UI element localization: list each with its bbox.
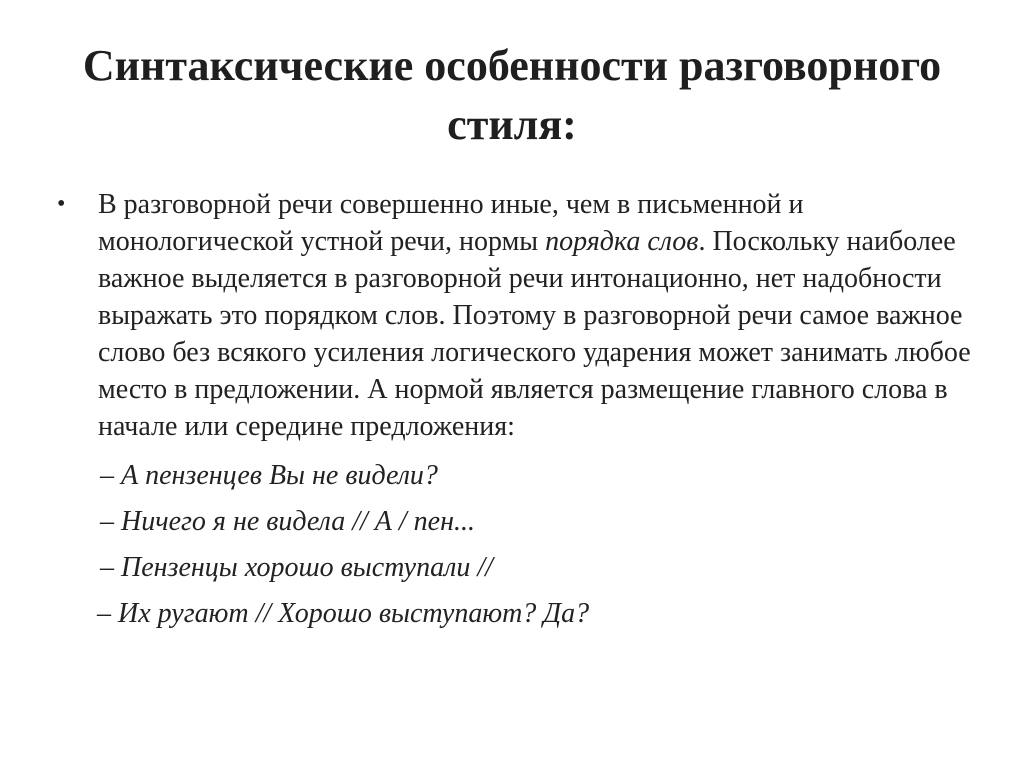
dialogue-line-2: – Ничего я не видела // А / пен... bbox=[100, 506, 475, 537]
paragraph-text-end: . Поскольку наиболее важное выделяется в разговорной речи интонационно, нет надобности выражать это порядком слов. Поэтому в разговорной речи самое важное слово без всякого усиления логического ударения может занимать любое место в предложении. А нормой является размещение главного слова в начале или середине предложения: bbox=[98, 226, 971, 442]
paragraph-italic-term: порядка слов bbox=[545, 226, 699, 257]
dialogue-line-4: – Их ругают // Хорошо выступают? Да? bbox=[97, 598, 590, 629]
bullet-icon: • bbox=[57, 191, 66, 217]
dialogue-line-3: – Пензенцы хорошо выступали // bbox=[100, 552, 493, 583]
bullet-paragraph bbox=[98, 186, 977, 445]
dialogue-example bbox=[57, 453, 977, 637]
slide-title: Синтаксические особенности разговорного стиля: bbox=[82, 41, 942, 149]
dialogue-line-1: – А пензенцев Вы не видели? bbox=[100, 460, 438, 491]
slide-content bbox=[57, 186, 977, 637]
bullet-item bbox=[57, 186, 977, 445]
paragraph-text-start: В разговорной речи совершенно иные, чем в письменной и монологической устной речи, нормы bbox=[98, 189, 804, 257]
